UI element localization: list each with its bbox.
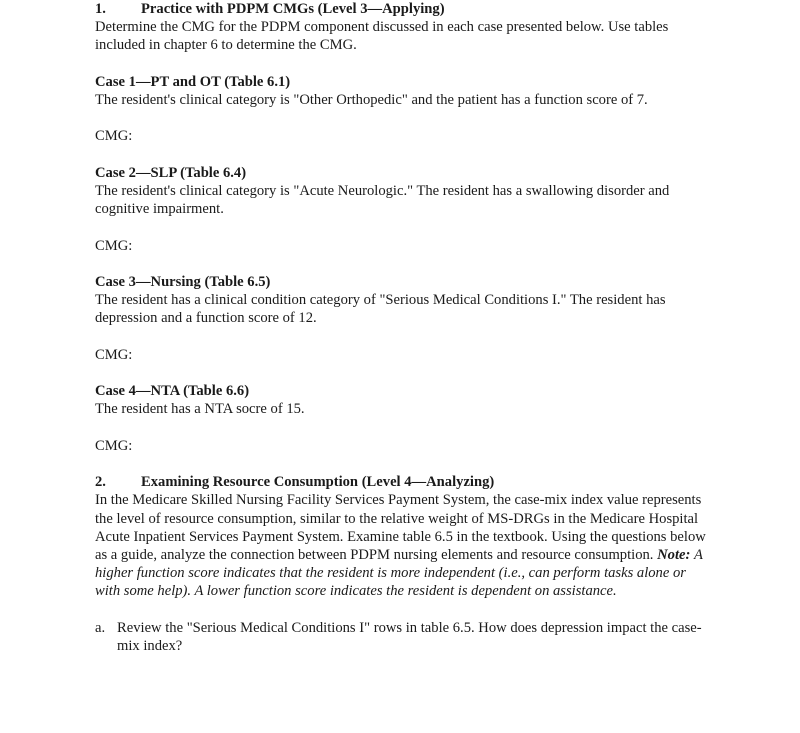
case-2-cmg-label: CMG: — [95, 237, 133, 254]
case-1-title: Case 1—PT and OT (Table 6.1) — [95, 73, 291, 90]
section-1-title: Practice with PDPM CMGs (Level 3—Applying) — [141, 1, 445, 17]
case-1-cmg-label: CMG: — [95, 128, 133, 145]
question-a-letter: a. — [95, 619, 106, 636]
case-4-title: Case 4—NTA (Table 6.6) — [95, 383, 250, 400]
note-label: Note: — [657, 546, 691, 563]
case-3-cmg-label: CMG: — [95, 346, 133, 363]
section-1-intro: Determine the CMG for the PDPM component discussed in each case presented below. Use tables included in chapter 6 to determine the CMG. — [95, 19, 669, 54]
case-2-title: Case 2—SLP (Table 6.4) — [95, 164, 247, 181]
case-4-cmg-label: CMG: — [95, 437, 133, 454]
note-text: A higher function score indicates that the resident is more independent (i.e., can perform tasks alone or with some help). A lower function score indicates the resident is dependent on assistance. — [95, 546, 703, 600]
section-2-title: Examining Resource Consumption (Level 4—Analyzing) — [141, 474, 495, 491]
case-3-title: Case 3—Nursing (Table 6.5) — [95, 273, 271, 290]
section-2-intro — [95, 491, 710, 600]
section-2-number: 2. — [95, 474, 106, 491]
section-1-heading — [95, 0, 710, 18]
case-1-text: The resident's clinical category is "Other Orthopedic" and the patient has a function score of 7. — [95, 92, 648, 108]
case-3-text: The resident has a clinical condition category of "Serious Medical Conditions I." The resident has depression and a function score of 12. — [95, 292, 666, 327]
question-a — [95, 619, 710, 655]
section-2-heading — [95, 473, 710, 491]
case-2-text: The resident's clinical category is "Acute Neurologic." The resident has a swallowing disorder and cognitive impairment. — [95, 182, 670, 218]
case-4-text: The resident has a NTA socre of 15. — [95, 401, 305, 418]
section-2-intro-text: In the Medicare Skilled Nursing Facility Services Payment System, the case-mix index value represents the level of resource consumption, similar to the relative weight of MS-DRGs in the Medicare Hospital Acute Inpatient Services Payment System. Examine table 6.5 in the textbook. Using the questions below as a guide, analyze the connection between PDPM nursing elements and resource consumption. — [95, 492, 706, 563]
section-1-number: 1. — [95, 1, 106, 17]
question-a-text: Review the "Serious Medical Conditions I" rows in table 6.5. How does depression impact the case-mix index? — [117, 619, 702, 654]
document-page — [95, 0, 710, 655]
